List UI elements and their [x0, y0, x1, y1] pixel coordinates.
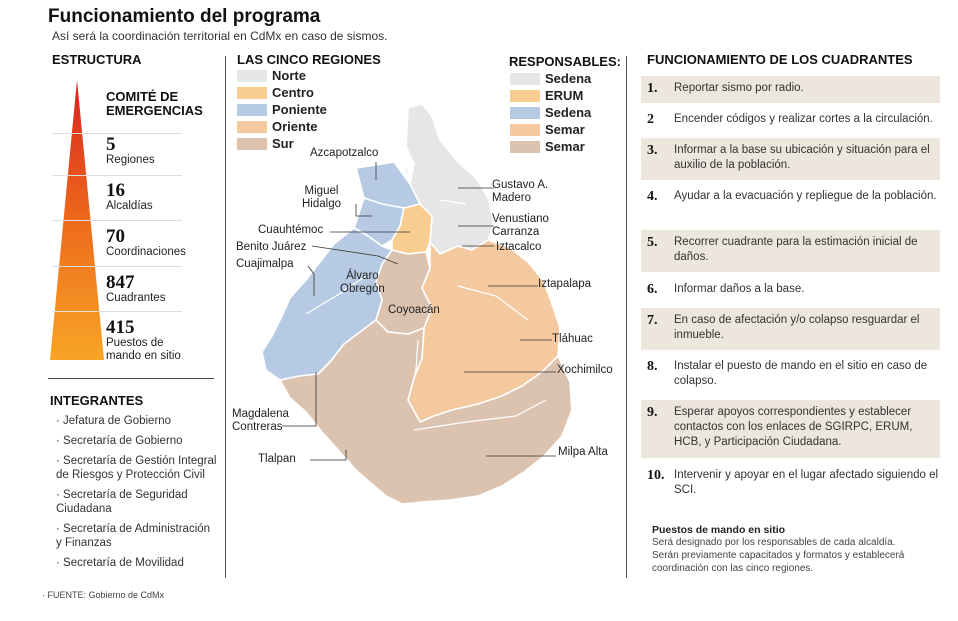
step-number: 10. [647, 468, 665, 483]
step-number: 7. [647, 313, 658, 328]
label-benito: Benito Juárez [236, 241, 307, 253]
source-note: · FUENTE: Gobierno de CdMx [42, 590, 165, 600]
note-line: Serán previamente capacitados y formatos y establecerá [652, 550, 905, 561]
label-line: Hidalgo [302, 198, 341, 210]
integrantes-list [56, 414, 226, 576]
stat-alcaldias [106, 182, 153, 213]
step-text: Recorrer cuadrante para la estimación inicial de daños. [674, 236, 918, 263]
step-number: 5. [647, 235, 658, 250]
stat-label: Puestos de [106, 337, 164, 349]
step-7 [641, 308, 940, 350]
step-number: 8. [647, 359, 658, 374]
pyramid-line-4 [52, 266, 182, 267]
page-subtitle: Así será la coordinación territorial en CdMx en caso de sismos. [52, 29, 388, 43]
step-9 [641, 400, 940, 458]
stat-value: 70 [106, 226, 125, 247]
integrantes-heading: INTEGRANTES [50, 393, 144, 408]
pyramid-line-3 [52, 220, 182, 221]
swatch-centro [237, 87, 267, 99]
label-line: Álvaro [346, 270, 379, 282]
cuadrantes-heading: FUNCIONAMIENTO DE LOS CUADRANTES [647, 52, 913, 67]
step-10 [641, 463, 940, 505]
label-line: Gustavo A. [492, 179, 549, 191]
integrante-line: Secretaría de Seguridad [63, 489, 188, 501]
resp-label: Semar [545, 139, 585, 154]
stat-value: 5 [106, 134, 116, 155]
stat-label-2: mando en sitio [106, 350, 181, 362]
label-iztapalapa: Iztapalapa [538, 278, 592, 290]
integrante-line: y Finanzas [56, 537, 112, 549]
committee-label [106, 90, 203, 118]
label-line: Contreras [232, 421, 283, 433]
pyramid-line-2 [52, 175, 182, 176]
label-line: Venustiano [492, 213, 549, 225]
estructura-heading: ESTRUCTURA [52, 52, 142, 67]
step-text: Instalar el puesto de mando en el sitio en caso de colapso. [674, 360, 928, 387]
puestos-note [652, 524, 942, 575]
legend-centro [237, 84, 327, 101]
label-venustiano [492, 213, 549, 239]
note-title: Puestos de mando en sitio [652, 524, 786, 536]
legend-label: Norte [272, 68, 306, 83]
stat-value: 16 [106, 180, 125, 201]
stat-value: 415 [106, 317, 135, 338]
resp-label: ERUM [545, 88, 584, 103]
label-cuauhtemoc: Cuauhtémoc [258, 224, 324, 236]
label-alvaro [340, 270, 385, 296]
stat-puestos [106, 319, 181, 363]
label-iztacalco: Iztacalco [496, 241, 542, 253]
step-text: En caso de afectación y/o colapso resguardar el inmueble. [674, 314, 920, 341]
resp-label: Sedena [545, 105, 592, 120]
step-text: Informar a la base su ubicación y situación para el auxilio de la población. [674, 144, 930, 171]
step-text: Ayudar a la evacuación y repliegue de la población. [674, 190, 937, 202]
page-title: Funcionamiento del programa [48, 6, 321, 27]
step-number: 3. [647, 143, 658, 158]
stat-value: 847 [106, 272, 135, 293]
source-text: FUENTE: Gobierno de CdMx [47, 590, 165, 600]
note-line: Será designado por los responsables de cada alcaldía. [652, 537, 896, 548]
step-number: 1. [647, 81, 658, 96]
step-2 [641, 107, 940, 134]
stat-label: Coordinaciones [106, 246, 186, 258]
legend-label: Centro [272, 85, 314, 100]
label-line: Magdalena [232, 408, 289, 420]
step-3 [641, 138, 940, 180]
integrante-line: Secretaría de Administración [63, 523, 211, 535]
label-tlahuac: Tláhuac [552, 333, 593, 345]
resp-label: Sedena [545, 71, 592, 86]
label-gustavo [492, 179, 548, 205]
label-tlalpan: Tlalpan [258, 453, 296, 465]
label-coyoacan: Coyoacán [388, 304, 440, 316]
step-text: Intervenir y apoyar en el lugar afectado siguiendo el SCI. [674, 469, 939, 496]
legend-label: Poniente [272, 102, 327, 117]
legend-label: Sur [272, 136, 294, 151]
label-xochimilco: Xochimilco [557, 364, 613, 376]
step-8 [641, 354, 940, 396]
swatch-norte [237, 70, 267, 82]
integrante-item: · Jefatura de Gobierno [56, 414, 226, 428]
committee-line-1: COMITÉ DE [106, 89, 179, 104]
step-4 [641, 184, 940, 226]
committee-line-2: EMERGENCIAS [106, 103, 203, 118]
step-1 [641, 76, 940, 103]
integrante-line: Ciudadana [56, 503, 112, 515]
step-number: 6. [647, 282, 658, 297]
integrante-item [56, 522, 226, 550]
step-number: 2 [647, 112, 654, 127]
stat-label: Regiones [106, 154, 155, 166]
label-cuajimalpa: Cuajimalpa [236, 258, 294, 270]
label-line: Carranza [492, 226, 540, 238]
label-line: Madero [492, 192, 531, 204]
label-magdalena [232, 408, 289, 434]
integrante-item [56, 488, 226, 516]
stat-label: Alcaldías [106, 200, 153, 212]
legend-label: Oriente [272, 119, 318, 134]
step-number: 4. [647, 189, 658, 204]
stat-cuadrantes [106, 274, 165, 305]
label-azcapotzalco: Azcapotzalco [310, 147, 379, 159]
pyramid-line-1 [52, 133, 182, 134]
stat-coordinaciones [106, 228, 186, 259]
resp-label: Semar [545, 122, 585, 137]
label-milpa: Milpa Alta [558, 446, 608, 458]
stat-regiones [106, 136, 155, 167]
responsables-heading: RESPONSABLES: [509, 54, 621, 69]
integrante-line: Secretaría de Gestión Integral [63, 455, 217, 467]
label-miguel [302, 185, 341, 211]
label-line: Miguel [304, 185, 339, 197]
integrante-item: · Secretaría de Gobierno [56, 434, 226, 448]
legend-norte [237, 67, 327, 84]
regions-heading: LAS CINCO REGIONES [237, 52, 381, 67]
label-line: Obregón [340, 283, 385, 295]
step-text: Encender códigos y realizar cortes a la circulación. [674, 113, 933, 125]
integrante-item [56, 454, 226, 482]
step-text: Informar daños a la base. [674, 283, 805, 295]
resp-row [510, 70, 591, 87]
step-text: Esperar apoyos correspondientes y establecer contactos con los enlaces de SGIRPC, ERUM, HCB, y Participación Ciudadana. [674, 406, 913, 448]
integrante-line: de Riesgos y Protección Civil [56, 469, 205, 481]
integrantes-rule [48, 378, 214, 379]
step-text: Reportar sismo por radio. [674, 82, 804, 94]
step-number: 9. [647, 405, 658, 420]
divider-right [626, 56, 627, 578]
structure-pyramid [50, 80, 104, 362]
stat-label: Cuadrantes [106, 292, 166, 304]
integrante-item: · Secretaría de Movilidad [56, 556, 226, 570]
pyramid-line-5 [52, 311, 182, 312]
note-line: coordinación con las cinco regiones. [652, 563, 814, 574]
step-6 [641, 277, 940, 304]
step-5 [641, 230, 940, 272]
resp-swatch [510, 73, 540, 85]
